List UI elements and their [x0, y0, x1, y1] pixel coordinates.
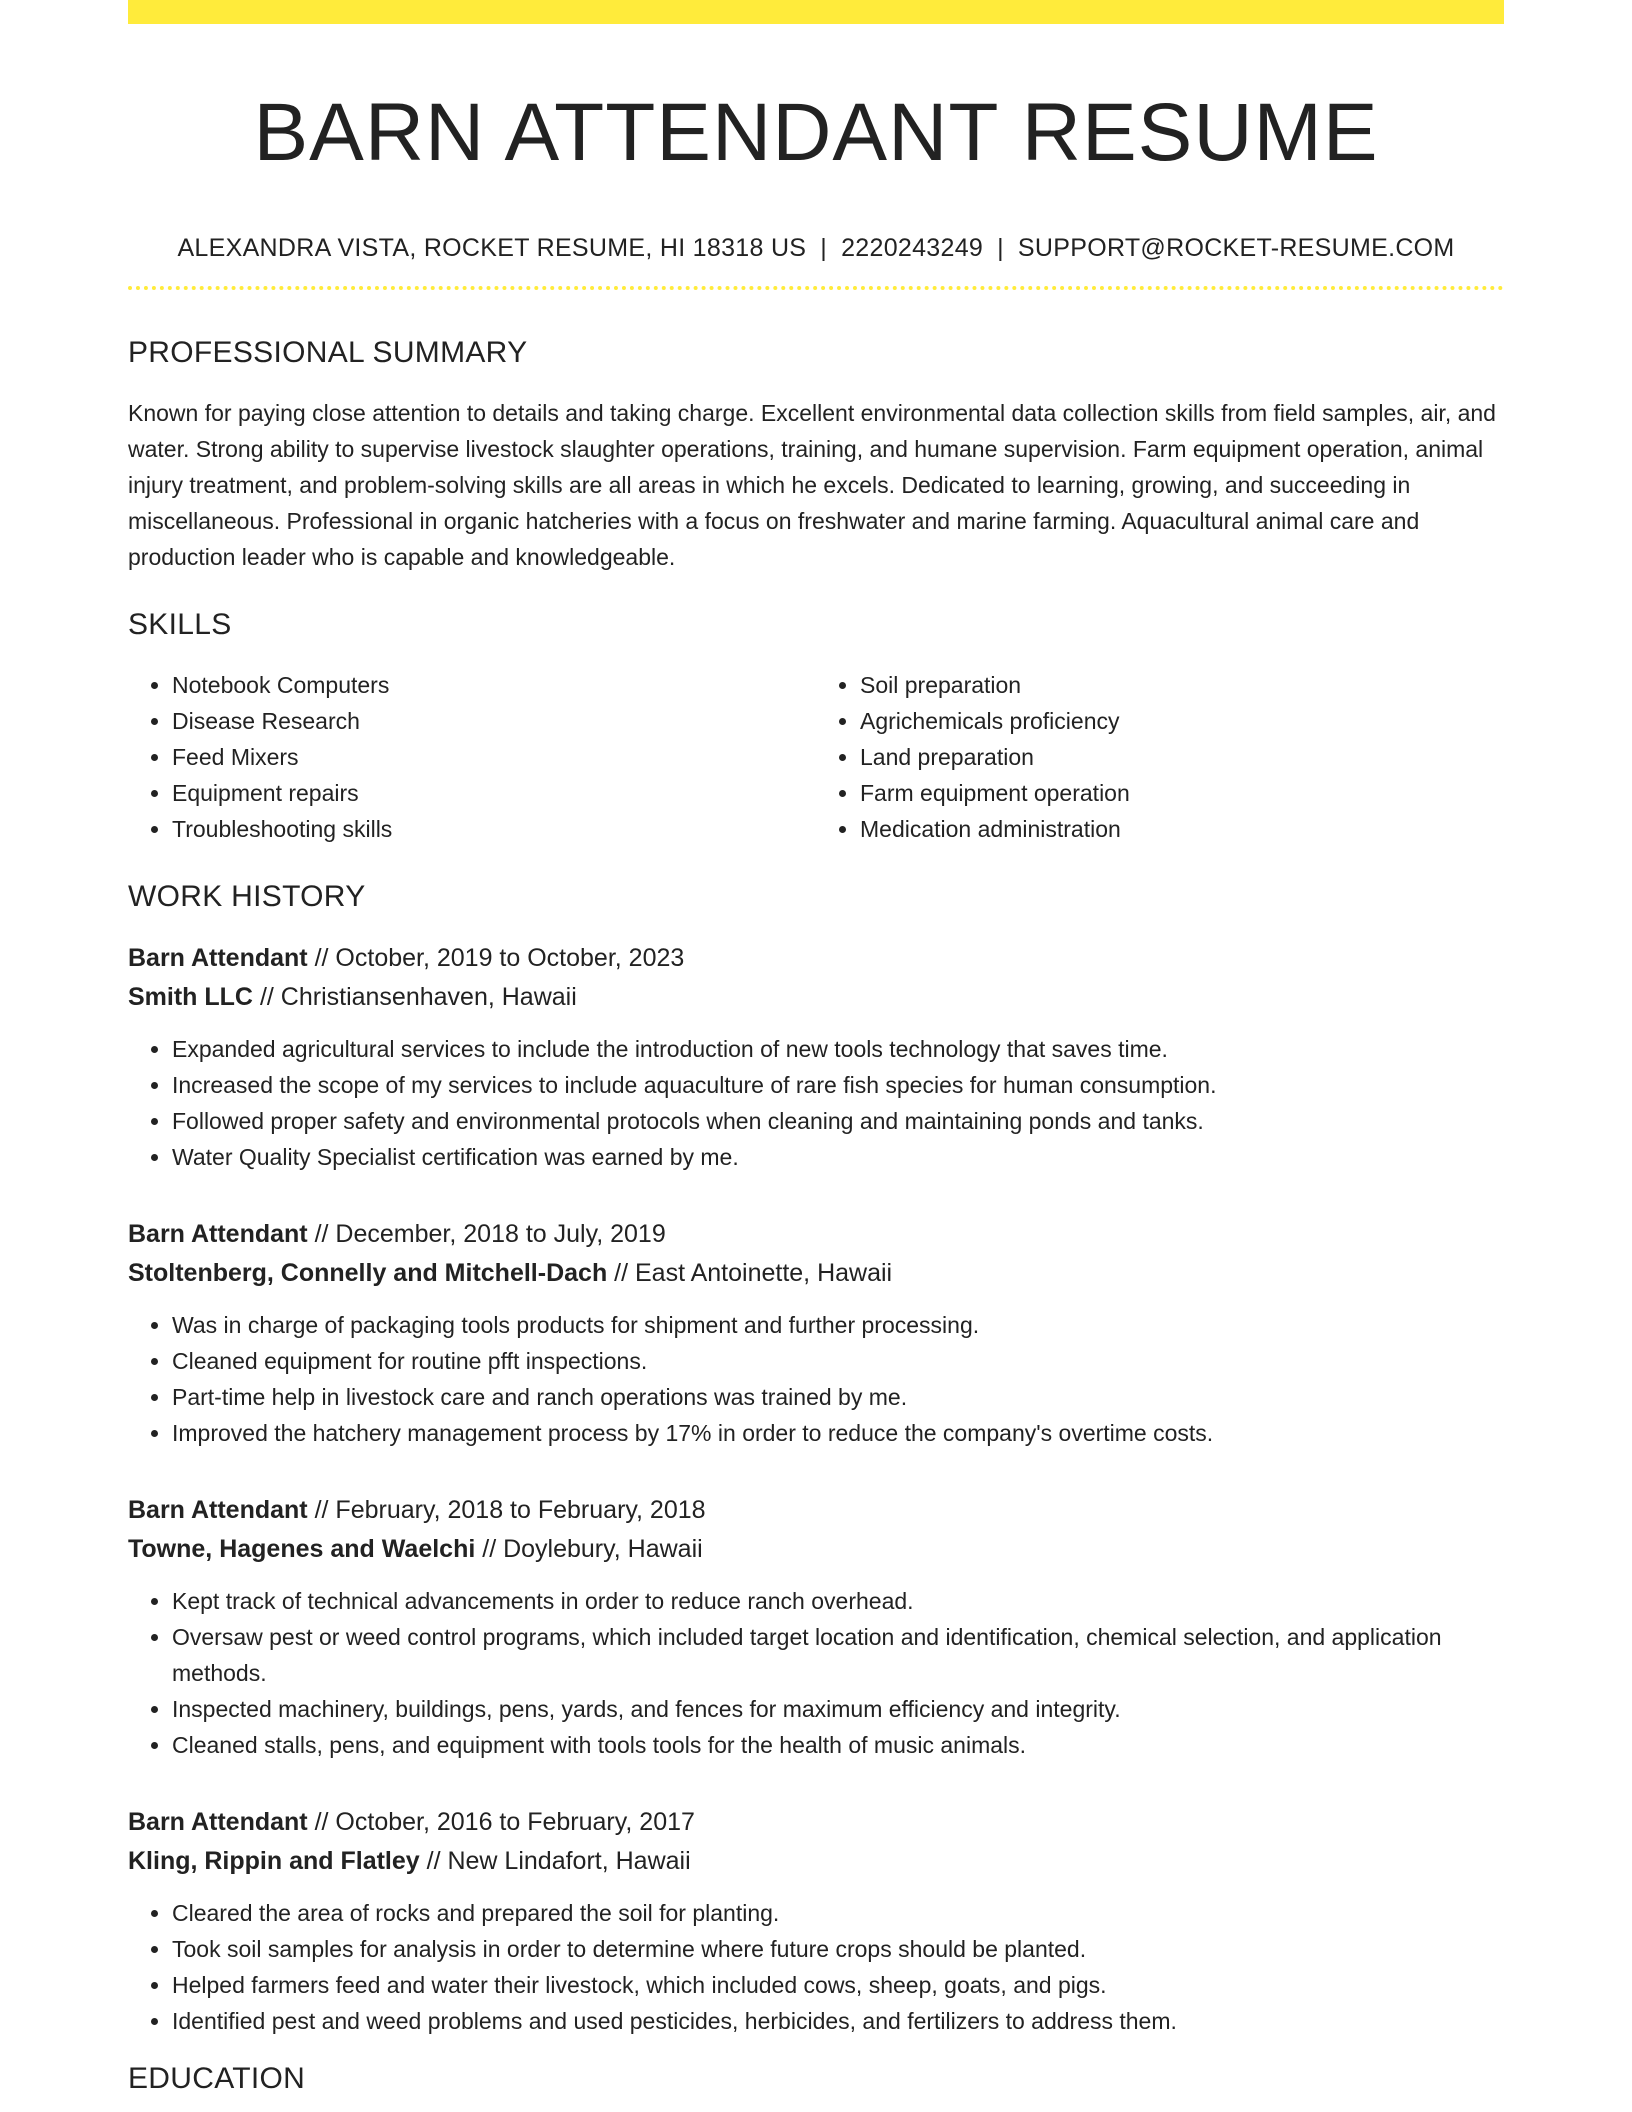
job-entry [128, 1803, 1504, 2039]
job-entry [128, 1491, 1504, 1763]
contact-email: SUPPORT@ROCKET-RESUME.COM [1017, 234, 1455, 262]
job-location: // Christiansenhaven, Hawaii [253, 983, 577, 1011]
job-bullets [128, 1031, 1504, 1175]
job-bullet: • Expanded agricultural services to include the introduction of new tools technology that saves time. [172, 1031, 1504, 1067]
job-company-line [128, 1254, 1504, 1293]
job-bullet: • Cleared the area of rocks and prepared the soil for planting. [172, 1895, 1504, 1931]
skills-column-right [816, 667, 1504, 847]
job-dates: // October, 2016 to February, 2017 [307, 1808, 695, 1836]
job-title-line [128, 939, 1504, 978]
job-bullet: • Part-time help in livestock care and ranch operations was trained by me. [172, 1379, 1504, 1415]
job-bullet: • Kept track of technical advancements in order to reduce ranch overhead. [172, 1583, 1504, 1619]
skill-item: • Agrichemicals proficiency [860, 703, 1504, 739]
skill-item: • Equipment repairs [172, 775, 816, 811]
resume-page [128, 0, 1504, 2099]
job-company: Smith LLC [128, 983, 253, 1011]
job-company: Kling, Rippin and Flatley [128, 1847, 420, 1875]
skill-item: • Troubleshooting skills [172, 811, 816, 847]
job-title-line [128, 1215, 1504, 1254]
summary-text: Known for paying close attention to details and taking charge. Excellent environmental data collection skills from field samples, air, and water. Strong ability to supervise livestock slaughter operations, training, and humane supervision. Farm equipment operation, animal injury treatment, and problem-solving skills are all areas in which he excels. Dedicated to learning, growing, and succeeding in miscellaneous. Professional in organic hatcheries with a focus on freshwater and marine farming. Aquacultural animal care and production leader who is capable and knowledgeable. [128, 400, 1496, 570]
job-company-line [128, 1842, 1504, 1881]
skill-item: • Feed Mixers [172, 739, 816, 775]
job-title-line [128, 1491, 1504, 1530]
job-bullet: • Cleaned stalls, pens, and equipment with tools tools for the health of music animals. [172, 1727, 1504, 1763]
job-title: Barn Attendant [128, 1496, 308, 1524]
job-company-line [128, 978, 1504, 1017]
job-location: // New Lindafort, Hawaii [419, 1847, 691, 1875]
contact-separator: | [820, 234, 828, 262]
job-bullets [128, 1895, 1504, 2039]
job-bullets [128, 1307, 1504, 1451]
job-bullet: • Was in charge of packaging tools products for shipment and further processing. [172, 1307, 1504, 1343]
resume-title: BARN ATTENDANT RESUME [253, 87, 1379, 178]
contact-address: ALEXANDRA VISTA, ROCKET RESUME, HI 18318 US [177, 234, 807, 262]
job-title-line [128, 1803, 1504, 1842]
job-dates: // December, 2018 to July, 2019 [307, 1220, 666, 1248]
job-entry [128, 939, 1504, 1175]
skill-item: • Disease Research [172, 703, 816, 739]
job-bullets [128, 1583, 1504, 1763]
job-location: // East Antoinette, Hawaii [607, 1259, 893, 1287]
job-bullet: • Improved the hatchery management process by 17% in order to reduce the company's overtime costs. [172, 1415, 1504, 1451]
contact-phone: 2220243249 [841, 234, 984, 262]
job-company: Stoltenberg, Connelly and Mitchell-Dach [128, 1259, 608, 1287]
skill-item: • Farm equipment operation [860, 775, 1504, 811]
job-title: Barn Attendant [128, 944, 308, 972]
job-bullet: • Identified pest and weed problems and used pesticides, herbicides, and fertilizers to address them. [172, 2003, 1504, 2039]
job-bullet: • Inspected machinery, buildings, pens, yards, and fences for maximum efficiency and integrity. [172, 1691, 1504, 1727]
contact-separator: | [997, 234, 1004, 262]
job-location: // Doylebury, Hawaii [475, 1535, 703, 1563]
job-title: Barn Attendant [128, 1808, 308, 1836]
job-company: Towne, Hagenes and Waelchi [128, 1535, 476, 1563]
job-bullet: • Helped farmers feed and water their livestock, which included cows, sheep, goats, and pigs. [172, 1967, 1504, 2003]
skill-item: • Land preparation [860, 739, 1504, 775]
skill-item: • Notebook Computers [172, 667, 816, 703]
contact-line [128, 231, 1504, 265]
summary-heading: PROFESSIONAL SUMMARY [128, 336, 528, 369]
dotted-divider [128, 286, 1504, 290]
job-dates: // October, 2019 to October, 2023 [307, 944, 685, 972]
skills-heading: SKILLS [128, 608, 232, 641]
job-bullet: • Oversaw pest or weed control programs, which included target location and identification, chemical selection, and application methods. [172, 1619, 1504, 1691]
work-history-heading: WORK HISTORY [128, 880, 366, 913]
skills-grid [128, 667, 1504, 847]
skills-column-left [128, 667, 816, 847]
job-dates: // February, 2018 to February, 2018 [307, 1496, 706, 1524]
job-title: Barn Attendant [128, 1220, 308, 1248]
job-bullet: • Water Quality Specialist certification was earned by me. [172, 1139, 1504, 1175]
top-accent-bar [128, 0, 1504, 24]
job-bullet: • Took soil samples for analysis in order to determine where future crops should be planted. [172, 1931, 1504, 1967]
job-entry [128, 1215, 1504, 1451]
job-bullet: • Increased the scope of my services to include aquaculture of rare fish species for human consumption. [172, 1067, 1504, 1103]
skill-item: • Soil preparation [860, 667, 1504, 703]
job-bullet: • Followed proper safety and environmental protocols when cleaning and maintaining ponds and tanks. [172, 1103, 1504, 1139]
job-company-line [128, 1530, 1504, 1569]
skill-item: • Medication administration [860, 811, 1504, 847]
education-heading: EDUCATION [128, 2062, 306, 2095]
job-bullet: • Cleaned equipment for routine pfft inspections. [172, 1343, 1504, 1379]
